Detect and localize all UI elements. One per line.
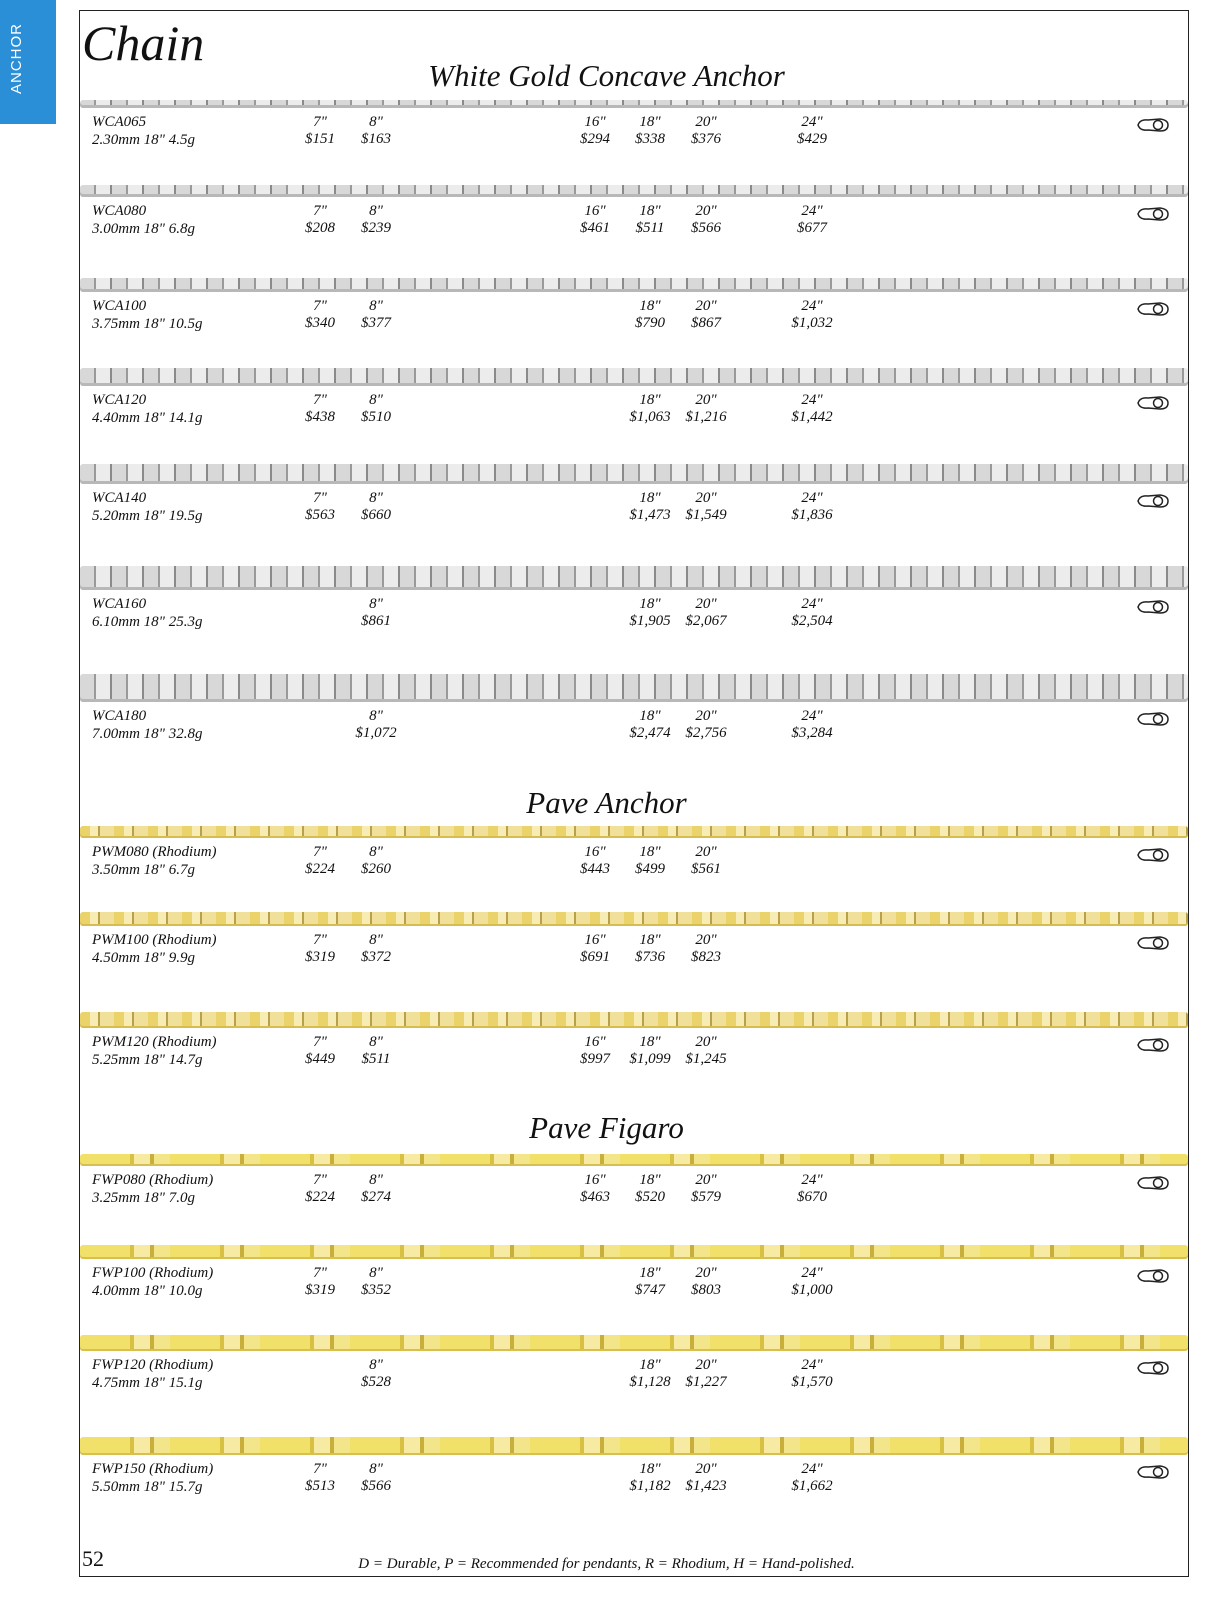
price-value: $151 bbox=[305, 131, 335, 147]
chain-image bbox=[80, 826, 1188, 838]
footer-legend: D = Durable, P = Recommended for pendants, R = Rhodium, H = Hand-polished. bbox=[358, 1556, 855, 1572]
length-label: 20" bbox=[695, 114, 717, 130]
length-label: 7" bbox=[313, 114, 327, 130]
price-cell bbox=[620, 708, 680, 742]
length-label: 16" bbox=[584, 844, 606, 860]
product-sku: FWP150 (Rhodium) bbox=[92, 1461, 214, 1477]
product-spec: 5.20mm 18" 19.5g bbox=[92, 508, 203, 524]
length-label: 20" bbox=[695, 1034, 717, 1050]
lobster-clasp-icon bbox=[1136, 116, 1170, 134]
price-value: $338 bbox=[635, 131, 665, 147]
length-label: 8" bbox=[369, 114, 383, 130]
length-label: 8" bbox=[369, 298, 383, 314]
length-label: 20" bbox=[695, 1172, 717, 1188]
price-value: $803 bbox=[691, 1282, 721, 1298]
section-title: Pave Anchor bbox=[526, 785, 687, 820]
product-spec: 5.25mm 18" 14.7g bbox=[92, 1052, 203, 1068]
price-cell bbox=[676, 392, 736, 426]
chain-image bbox=[80, 912, 1188, 926]
product-sku: PWM100 (Rhodium) bbox=[92, 932, 217, 948]
price-cell bbox=[290, 1034, 350, 1068]
product-row bbox=[80, 464, 1188, 556]
price-cell bbox=[782, 392, 842, 426]
length-label: 8" bbox=[369, 203, 383, 219]
price-cell bbox=[676, 844, 736, 878]
price-value: $224 bbox=[305, 1189, 335, 1205]
length-label: 8" bbox=[369, 708, 383, 724]
length-label: 24" bbox=[801, 392, 823, 408]
price-cell bbox=[290, 1461, 350, 1495]
price-value: $997 bbox=[580, 1051, 610, 1067]
length-label: 18" bbox=[639, 490, 661, 506]
page-title: Chain bbox=[82, 15, 205, 71]
price-value: $1,442 bbox=[791, 409, 833, 425]
price-cell bbox=[676, 1265, 736, 1299]
price-value: $319 bbox=[305, 1282, 335, 1298]
length-label: 24" bbox=[801, 1265, 823, 1281]
price-value: $1,099 bbox=[629, 1051, 671, 1067]
price-value: $340 bbox=[305, 315, 335, 331]
price-value: $1,473 bbox=[629, 507, 671, 523]
price-cell bbox=[290, 298, 350, 332]
price-cell bbox=[620, 114, 680, 148]
price-cell bbox=[290, 490, 350, 524]
length-label: 18" bbox=[639, 1461, 661, 1477]
price-value: $511 bbox=[635, 220, 665, 236]
product-spec: 4.75mm 18" 15.1g bbox=[92, 1375, 203, 1391]
price-value: $1,227 bbox=[685, 1374, 727, 1390]
price-value: $163 bbox=[361, 131, 391, 147]
length-label: 24" bbox=[801, 1357, 823, 1373]
price-cell bbox=[290, 844, 350, 878]
price-value: $566 bbox=[361, 1478, 391, 1494]
price-cell bbox=[782, 114, 842, 148]
length-label: 18" bbox=[639, 1034, 661, 1050]
product-sku: WCA160 bbox=[92, 596, 147, 612]
price-cell bbox=[290, 114, 350, 148]
length-label: 20" bbox=[695, 203, 717, 219]
product-spec: 4.40mm 18" 14.1g bbox=[92, 410, 203, 426]
product-sku: WCA180 bbox=[92, 708, 147, 724]
price-value: $1,549 bbox=[685, 507, 727, 523]
price-value: $239 bbox=[361, 220, 391, 236]
price-value: $1,570 bbox=[791, 1374, 833, 1390]
length-label: 8" bbox=[369, 1461, 383, 1477]
price-value: $438 bbox=[305, 409, 335, 425]
product-spec: 3.75mm 18" 10.5g bbox=[92, 316, 203, 332]
product-spec: 5.50mm 18" 15.7g bbox=[92, 1479, 203, 1495]
length-label: 20" bbox=[695, 708, 717, 724]
length-label: 16" bbox=[584, 203, 606, 219]
length-label: 8" bbox=[369, 844, 383, 860]
price-cell bbox=[565, 1172, 625, 1206]
price-cell bbox=[676, 1357, 736, 1391]
price-value: $463 bbox=[580, 1189, 610, 1205]
price-cell bbox=[290, 932, 350, 966]
length-label: 24" bbox=[801, 114, 823, 130]
lobster-clasp-icon bbox=[1136, 1359, 1170, 1377]
length-label: 20" bbox=[695, 1357, 717, 1373]
price-cell bbox=[620, 1357, 680, 1391]
price-cell bbox=[290, 1265, 350, 1299]
price-cell bbox=[290, 203, 350, 237]
length-label: 20" bbox=[695, 392, 717, 408]
price-cell bbox=[676, 932, 736, 966]
price-value: $443 bbox=[580, 861, 610, 877]
length-label: 18" bbox=[639, 1265, 661, 1281]
price-value: $352 bbox=[361, 1282, 391, 1298]
length-label: 7" bbox=[313, 392, 327, 408]
price-value: $861 bbox=[361, 613, 391, 629]
length-label: 18" bbox=[639, 932, 661, 948]
price-cell bbox=[565, 203, 625, 237]
lobster-clasp-icon bbox=[1136, 1174, 1170, 1192]
chain-image bbox=[80, 1012, 1188, 1028]
product-spec: 4.50mm 18" 9.9g bbox=[92, 950, 195, 966]
price-value: $274 bbox=[361, 1189, 391, 1205]
product-row bbox=[80, 278, 1188, 370]
chain-image bbox=[80, 185, 1188, 197]
length-label: 7" bbox=[313, 298, 327, 314]
price-value: $1,662 bbox=[791, 1478, 833, 1494]
price-cell bbox=[676, 203, 736, 237]
product-sku: PWM120 (Rhodium) bbox=[92, 1034, 217, 1050]
lobster-clasp-icon bbox=[1136, 300, 1170, 318]
chain-image bbox=[80, 1154, 1188, 1166]
price-value: $372 bbox=[361, 949, 391, 965]
price-cell bbox=[676, 114, 736, 148]
price-cell bbox=[620, 844, 680, 878]
price-cell bbox=[346, 203, 406, 237]
price-cell bbox=[620, 392, 680, 426]
price-cell bbox=[676, 490, 736, 524]
product-spec: 2.30mm 18" 4.5g bbox=[92, 132, 195, 148]
price-value: $1,182 bbox=[629, 1478, 671, 1494]
length-label: 24" bbox=[801, 298, 823, 314]
product-row bbox=[80, 912, 1188, 1004]
product-sku: PWM080 (Rhodium) bbox=[92, 844, 217, 860]
length-label: 18" bbox=[639, 844, 661, 860]
price-value: $528 bbox=[361, 1374, 391, 1390]
price-value: $670 bbox=[797, 1189, 827, 1205]
chain-image bbox=[80, 368, 1188, 386]
product-row bbox=[80, 566, 1188, 658]
price-cell bbox=[620, 298, 680, 332]
product-row bbox=[80, 826, 1188, 918]
product-sku: FWP120 (Rhodium) bbox=[92, 1357, 214, 1373]
length-label: 8" bbox=[369, 1172, 383, 1188]
product-spec: 3.25mm 18" 7.0g bbox=[92, 1190, 195, 1206]
price-cell bbox=[676, 708, 736, 742]
price-cell bbox=[346, 1034, 406, 1068]
price-cell bbox=[676, 1461, 736, 1495]
lobster-clasp-icon bbox=[1136, 205, 1170, 223]
length-label: 18" bbox=[639, 1172, 661, 1188]
chain-image bbox=[80, 1335, 1188, 1351]
price-value: $208 bbox=[305, 220, 335, 236]
price-cell bbox=[782, 1265, 842, 1299]
product-spec: 3.00mm 18" 6.8g bbox=[92, 221, 195, 237]
price-cell bbox=[620, 203, 680, 237]
lobster-clasp-icon bbox=[1136, 492, 1170, 510]
section-title: White Gold Concave Anchor bbox=[428, 58, 785, 93]
product-row bbox=[80, 1335, 1188, 1427]
length-label: 8" bbox=[369, 596, 383, 612]
price-value: $736 bbox=[635, 949, 665, 965]
section-title: Pave Figaro bbox=[529, 1110, 684, 1145]
product-sku: WCA065 bbox=[92, 114, 147, 130]
price-value: $377 bbox=[361, 315, 391, 331]
price-value: $1,423 bbox=[685, 1478, 727, 1494]
price-cell bbox=[346, 932, 406, 966]
length-label: 16" bbox=[584, 1172, 606, 1188]
price-cell bbox=[346, 708, 406, 742]
length-label: 24" bbox=[801, 1461, 823, 1477]
price-value: $2,474 bbox=[629, 725, 671, 741]
length-label: 18" bbox=[639, 708, 661, 724]
length-label: 7" bbox=[313, 932, 327, 948]
length-label: 20" bbox=[695, 932, 717, 948]
side-tab-label: ANCHOR bbox=[8, 22, 25, 94]
product-row bbox=[80, 368, 1188, 460]
price-value: $376 bbox=[691, 131, 721, 147]
price-cell bbox=[782, 1357, 842, 1391]
length-label: 7" bbox=[313, 203, 327, 219]
length-label: 24" bbox=[801, 1172, 823, 1188]
chain-image bbox=[80, 464, 1188, 484]
product-row bbox=[80, 1437, 1188, 1529]
product-row bbox=[80, 1012, 1188, 1104]
product-spec: 3.50mm 18" 6.7g bbox=[92, 862, 195, 878]
product-sku: WCA100 bbox=[92, 298, 147, 314]
length-label: 24" bbox=[801, 708, 823, 724]
price-cell bbox=[346, 114, 406, 148]
length-label: 20" bbox=[695, 844, 717, 860]
price-value: $2,756 bbox=[685, 725, 727, 741]
price-cell bbox=[346, 298, 406, 332]
length-label: 7" bbox=[313, 844, 327, 860]
price-cell bbox=[346, 844, 406, 878]
price-value: $461 bbox=[580, 220, 610, 236]
price-value: $520 bbox=[635, 1189, 665, 1205]
price-value: $449 bbox=[305, 1051, 335, 1067]
length-label: 18" bbox=[639, 596, 661, 612]
price-value: $319 bbox=[305, 949, 335, 965]
chain-image bbox=[80, 100, 1188, 108]
price-cell bbox=[782, 1461, 842, 1495]
price-cell bbox=[782, 490, 842, 524]
length-label: 20" bbox=[695, 1265, 717, 1281]
price-cell bbox=[290, 1172, 350, 1206]
product-spec: 7.00mm 18" 32.8g bbox=[92, 726, 203, 742]
length-label: 20" bbox=[695, 596, 717, 612]
price-value: $1,245 bbox=[685, 1051, 727, 1067]
price-value: $1,072 bbox=[355, 725, 397, 741]
length-label: 18" bbox=[639, 298, 661, 314]
price-value: $823 bbox=[691, 949, 721, 965]
price-cell bbox=[676, 1034, 736, 1068]
price-cell bbox=[676, 1172, 736, 1206]
length-label: 8" bbox=[369, 490, 383, 506]
length-label: 20" bbox=[695, 298, 717, 314]
price-value: $294 bbox=[580, 131, 610, 147]
lobster-clasp-icon bbox=[1136, 1036, 1170, 1054]
price-cell bbox=[782, 298, 842, 332]
chain-image bbox=[80, 278, 1188, 292]
length-label: 24" bbox=[801, 596, 823, 612]
price-cell bbox=[346, 490, 406, 524]
price-cell bbox=[565, 1034, 625, 1068]
length-label: 20" bbox=[695, 1461, 717, 1477]
product-spec: 6.10mm 18" 25.3g bbox=[92, 614, 203, 630]
chain-image bbox=[80, 566, 1188, 590]
price-value: $511 bbox=[361, 1051, 391, 1067]
price-cell bbox=[620, 490, 680, 524]
product-row bbox=[80, 1245, 1188, 1337]
price-cell bbox=[565, 932, 625, 966]
price-cell bbox=[290, 392, 350, 426]
price-cell bbox=[676, 596, 736, 630]
price-cell bbox=[565, 844, 625, 878]
price-value: $1,216 bbox=[685, 409, 727, 425]
product-sku: WCA140 bbox=[92, 490, 147, 506]
length-label: 8" bbox=[369, 1265, 383, 1281]
lobster-clasp-icon bbox=[1136, 394, 1170, 412]
price-cell bbox=[782, 1172, 842, 1206]
price-value: $510 bbox=[361, 409, 391, 425]
price-cell bbox=[346, 392, 406, 426]
lobster-clasp-icon bbox=[1136, 934, 1170, 952]
price-cell bbox=[346, 1265, 406, 1299]
price-value: $499 bbox=[635, 861, 665, 877]
price-value: $429 bbox=[797, 131, 827, 147]
length-label: 7" bbox=[313, 490, 327, 506]
price-value: $1,905 bbox=[629, 613, 671, 629]
length-label: 24" bbox=[801, 490, 823, 506]
price-cell bbox=[620, 1265, 680, 1299]
product-row bbox=[80, 1154, 1188, 1246]
length-label: 8" bbox=[369, 1357, 383, 1373]
price-value: $790 bbox=[635, 315, 665, 331]
price-value: $3,284 bbox=[791, 725, 833, 741]
length-label: 16" bbox=[584, 114, 606, 130]
price-cell bbox=[620, 1172, 680, 1206]
page-number: 52 bbox=[82, 1546, 104, 1571]
length-label: 7" bbox=[313, 1265, 327, 1281]
product-sku: FWP100 (Rhodium) bbox=[92, 1265, 214, 1281]
product-sku: WCA080 bbox=[92, 203, 147, 219]
price-value: $260 bbox=[361, 861, 391, 877]
product-row bbox=[80, 100, 1188, 192]
length-label: 20" bbox=[695, 490, 717, 506]
chain-image bbox=[80, 674, 1188, 702]
product-spec: 4.00mm 18" 10.0g bbox=[92, 1283, 203, 1299]
length-label: 24" bbox=[801, 203, 823, 219]
price-cell bbox=[620, 932, 680, 966]
price-value: $561 bbox=[691, 861, 721, 877]
length-label: 7" bbox=[313, 1034, 327, 1050]
length-label: 18" bbox=[639, 203, 661, 219]
price-value: $867 bbox=[691, 315, 721, 331]
price-cell bbox=[346, 1172, 406, 1206]
product-sku: WCA120 bbox=[92, 392, 147, 408]
price-value: $563 bbox=[305, 507, 335, 523]
length-label: 16" bbox=[584, 1034, 606, 1050]
price-cell bbox=[620, 1461, 680, 1495]
price-value: $2,504 bbox=[791, 613, 833, 629]
price-value: $579 bbox=[691, 1189, 721, 1205]
lobster-clasp-icon bbox=[1136, 710, 1170, 728]
length-label: 8" bbox=[369, 1034, 383, 1050]
price-value: $513 bbox=[305, 1478, 335, 1494]
price-cell bbox=[346, 1357, 406, 1391]
length-label: 18" bbox=[639, 392, 661, 408]
price-value: $1,063 bbox=[629, 409, 671, 425]
price-value: $691 bbox=[580, 949, 610, 965]
price-cell bbox=[565, 114, 625, 148]
price-value: $1,836 bbox=[791, 507, 833, 523]
length-label: 8" bbox=[369, 932, 383, 948]
lobster-clasp-icon bbox=[1136, 1463, 1170, 1481]
chain-image bbox=[80, 1437, 1188, 1455]
price-value: $1,000 bbox=[791, 1282, 833, 1298]
price-value: $677 bbox=[797, 220, 827, 236]
price-value: $566 bbox=[691, 220, 721, 236]
length-label: 7" bbox=[313, 1461, 327, 1477]
length-label: 18" bbox=[639, 1357, 661, 1373]
lobster-clasp-icon bbox=[1136, 1267, 1170, 1285]
length-label: 8" bbox=[369, 392, 383, 408]
lobster-clasp-icon bbox=[1136, 598, 1170, 616]
price-cell bbox=[346, 1461, 406, 1495]
price-cell bbox=[620, 596, 680, 630]
price-value: $1,032 bbox=[791, 315, 833, 331]
length-label: 7" bbox=[313, 1172, 327, 1188]
length-label: 18" bbox=[639, 114, 661, 130]
price-cell bbox=[782, 596, 842, 630]
product-sku: FWP080 (Rhodium) bbox=[92, 1172, 214, 1188]
product-row bbox=[80, 185, 1188, 277]
price-value: $660 bbox=[361, 507, 391, 523]
length-label: 16" bbox=[584, 932, 606, 948]
price-cell bbox=[346, 596, 406, 630]
lobster-clasp-icon bbox=[1136, 846, 1170, 864]
price-cell bbox=[676, 298, 736, 332]
price-value: $747 bbox=[635, 1282, 665, 1298]
price-cell bbox=[620, 1034, 680, 1068]
chain-image bbox=[80, 1245, 1188, 1259]
price-value: $224 bbox=[305, 861, 335, 877]
price-value: $1,128 bbox=[629, 1374, 671, 1390]
price-cell bbox=[782, 708, 842, 742]
price-cell bbox=[782, 203, 842, 237]
product-row bbox=[80, 674, 1188, 766]
price-value: $2,067 bbox=[685, 613, 727, 629]
